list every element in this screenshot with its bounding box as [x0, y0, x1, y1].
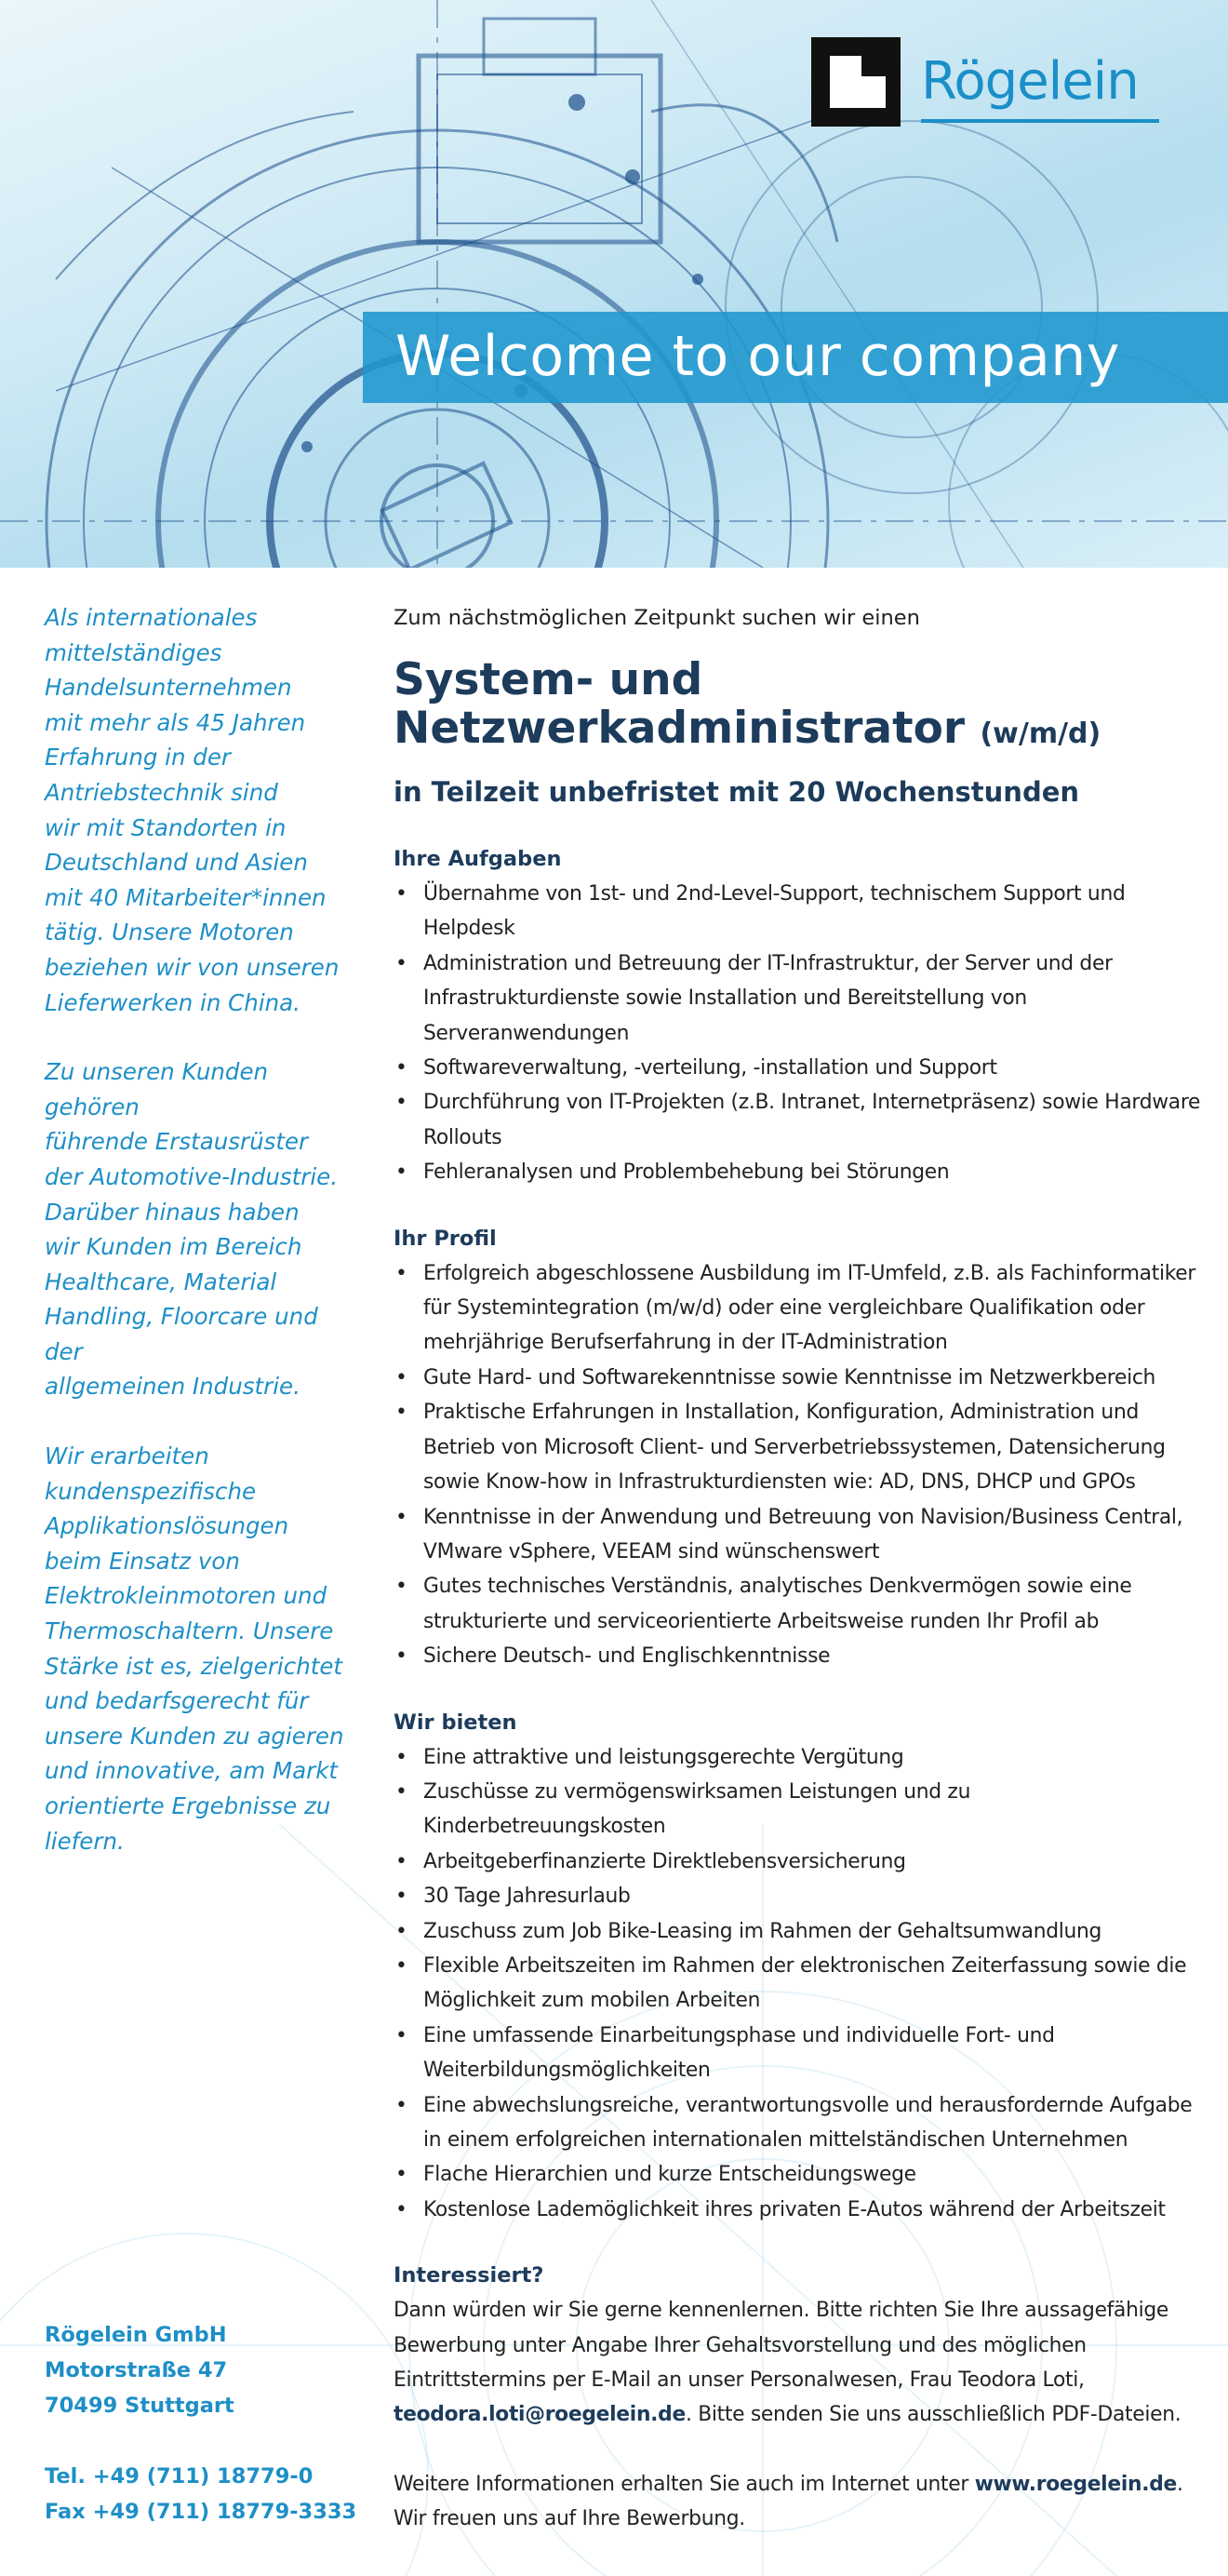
list-item: • Eine umfassende Einarbeitungsphase und individuelle Fort- und Weiterbildungsmöglichkeiten [394, 2019, 1203, 2088]
logo-underline [921, 119, 1159, 123]
section-heading: Ihr Profil [394, 1226, 497, 1251]
list-item: • Zuschuss zum Job Bike-Leasing im Rahmen der Gehaltsumwandlung [394, 1914, 1203, 1949]
logo-wordmark: Rögelein [921, 51, 1139, 112]
list-item: • Flexible Arbeitszeiten im Rahmen der elektronischen Zeiterfassung sowie die Möglichkeit zum mobilen Arbeiten [394, 1949, 1203, 2019]
list-item: • Gutes technisches Verständnis, analytisches Denkvermögen sowie eine strukturierte und serviceorientierte Arbeitsweise runden Ihr Profil ab [394, 1569, 1203, 1639]
list-item: • Zuschüsse zu vermögenswirksamen Leistungen und zu Kinderbetreuungskosten [394, 1775, 1203, 1845]
hero-banner [0, 0, 1228, 568]
list-item: • Kostenlose Lademöglichkeit ihres privaten E-Autos während der Arbeitszeit [394, 2193, 1203, 2227]
sidebar-paragraph: Als internationales mittelständiges Handelsunternehmen mit mehr als 45 Jahren Erfahrung in der Antriebstechnik sind wir mit Standorten in Deutschland und Asien mit 40 Mitarbeiter*innen tätig. Unsere Motoren beziehen wir von unseren Lieferwerken in China. [45, 604, 340, 1016]
job-title [394, 656, 1203, 758]
website-link[interactable]: www.roegelein.de [974, 2472, 1177, 2496]
job-title-line1: System- und [394, 654, 703, 705]
contact-street: Motorstraße 47 [45, 2358, 228, 2382]
list-item: • Erfolgreich abgeschlossene Ausbildung im IT-Umfeld, z.B. als Fachinformatiker für Systemintegration (m/w/d) oder eine vergleichbare Qualifikation oder mehrjährige Berufserfahrung in der IT-Administration [394, 1256, 1203, 1361]
section-aufgaben [394, 842, 1203, 1190]
section-heading: Ihre Aufgaben [394, 847, 562, 871]
email-link[interactable]: teodora.loti@roegelein.de [394, 2403, 686, 2427]
profil-list [394, 1256, 1203, 1674]
list-item: • Durchführung von IT-Projekten (z.B. Intranet, Internetpräsenz) sowie Hardware Rollouts [394, 1085, 1203, 1155]
company-sidebar [45, 600, 361, 1893]
welcome-heading: Welcome to our company [395, 324, 1120, 389]
logo-mark [811, 37, 901, 127]
section-heading: Interessiert? [394, 2263, 544, 2288]
intro-line: Zum nächstmöglichen Zeitpunkt suchen wir einen [394, 606, 920, 630]
job-title-line2: Netzwerkadministrator [394, 703, 966, 754]
contact-city: 70499 Stuttgart [45, 2394, 234, 2418]
contact-fax: Fax +49 (711) 18779-3333 [45, 2500, 357, 2524]
section-interessiert [394, 2259, 1203, 2536]
section-heading: Wir bieten [394, 1710, 517, 1735]
website-paragraph: Weitere Informationen erhalten Sie auch im Internet unter www.roegelein.de. Wir freuen uns auf Ihre Bewerbung. [394, 2472, 1183, 2531]
contact-phone: Tel. +49 (711) 18779-0 [45, 2464, 314, 2489]
list-item: • Arbeitgeberfinanzierte Direktlebensversicherung [394, 1845, 1203, 1879]
list-item: • Softwareverwaltung, -verteilung, -installation und Support [394, 1051, 1203, 1085]
bieten-list [394, 1740, 1203, 2228]
application-paragraph: Dann würden wir Sie gerne kennenlernen. Bitte richten Sie Ihre aussagefähige Bewerbung unter Angabe Ihrer Gehaltsvorstellung und des möglichen Eintrittstermins per E-Mail an unser Personalwesen, Frau Teodora Loti, teodora.loti@roegelein.de. Bitte senden Sie uns ausschließlich PDF-Dateien. [394, 2299, 1181, 2427]
list-item: • Flache Hierarchien und kurze Entscheidungswege [394, 2157, 1203, 2192]
job-subtitle: in Teilzeit unbefristet mit 20 Wochenstunden [394, 776, 1080, 808]
list-item: • Übernahme von 1st- und 2nd-Level-Support, technischem Support und Helpdesk [394, 877, 1203, 946]
company-logo [811, 37, 1163, 130]
sidebar-paragraph: Wir erarbeiten kundenspezifische Applikationslösungen beim Einsatz von Elektrokleinmotoren und Thermoschaltern. Unsere Stärke ist es, zielgerichtet und bedarfsgerecht für unsere Kunden zu agieren und innovative, am Markt orientierte Ergebnisse zu liefern. [45, 1442, 344, 1855]
list-item: • 30 Tage Jahresurlaub [394, 1879, 1203, 1913]
list-item: • Gute Hard- und Softwarekenntnisse sowie Kenntnisse im Netzwerkbereich [394, 1361, 1203, 1395]
contact-block [45, 2317, 361, 2529]
list-item: • Administration und Betreuung der IT-Infrastruktur, der Server und der Infrastrukturdienste sowie Installation und Bereitstellung von Serveranwendungen [394, 946, 1203, 1051]
list-item: • Eine abwechslungsreiche, verantwortungsvolle und herausfordernde Aufgabe in einem erfolgreichen internationalen mittelständischen Unternehmen [394, 2088, 1203, 2158]
list-item: • Sichere Deutsch- und Englischkenntnisse [394, 1639, 1203, 1673]
aufgaben-list [394, 877, 1203, 1190]
list-item: • Fehleranalysen und Problembehebung bei Störungen [394, 1155, 1203, 1189]
contact-company: Rögelein GmbH [45, 2323, 227, 2347]
list-item: • Praktische Erfahrungen in Installation, Konfiguration, Administration und Betrieb von Microsoft Client- und Serverbetriebssystemen, Datensicherung sowie Know-how in Infrastrukturdiensten wie: AD, DNS, DHCP und GPOs [394, 1395, 1203, 1499]
sidebar-paragraph: Zu unseren Kunden gehören führende Erstausrüster der Automotive-Industrie. Darüber hinaus haben wir Kunden im Bereich Healthcare, Material Handling, Floorcare und der allgemeinen Industrie. [45, 1058, 338, 1401]
gender-suffix: (w/m/d) [980, 718, 1101, 750]
list-item: • Eine attraktive und leistungsgerechte Vergütung [394, 1740, 1203, 1775]
list-item: • Kenntnisse in der Anwendung und Betreuung von Navision/Business Central, VMware vSphere, VEEAM sind wünschenswert [394, 1500, 1203, 1570]
section-bieten [394, 1706, 1203, 2228]
job-posting [394, 600, 1203, 2537]
section-profil [394, 1222, 1203, 1674]
